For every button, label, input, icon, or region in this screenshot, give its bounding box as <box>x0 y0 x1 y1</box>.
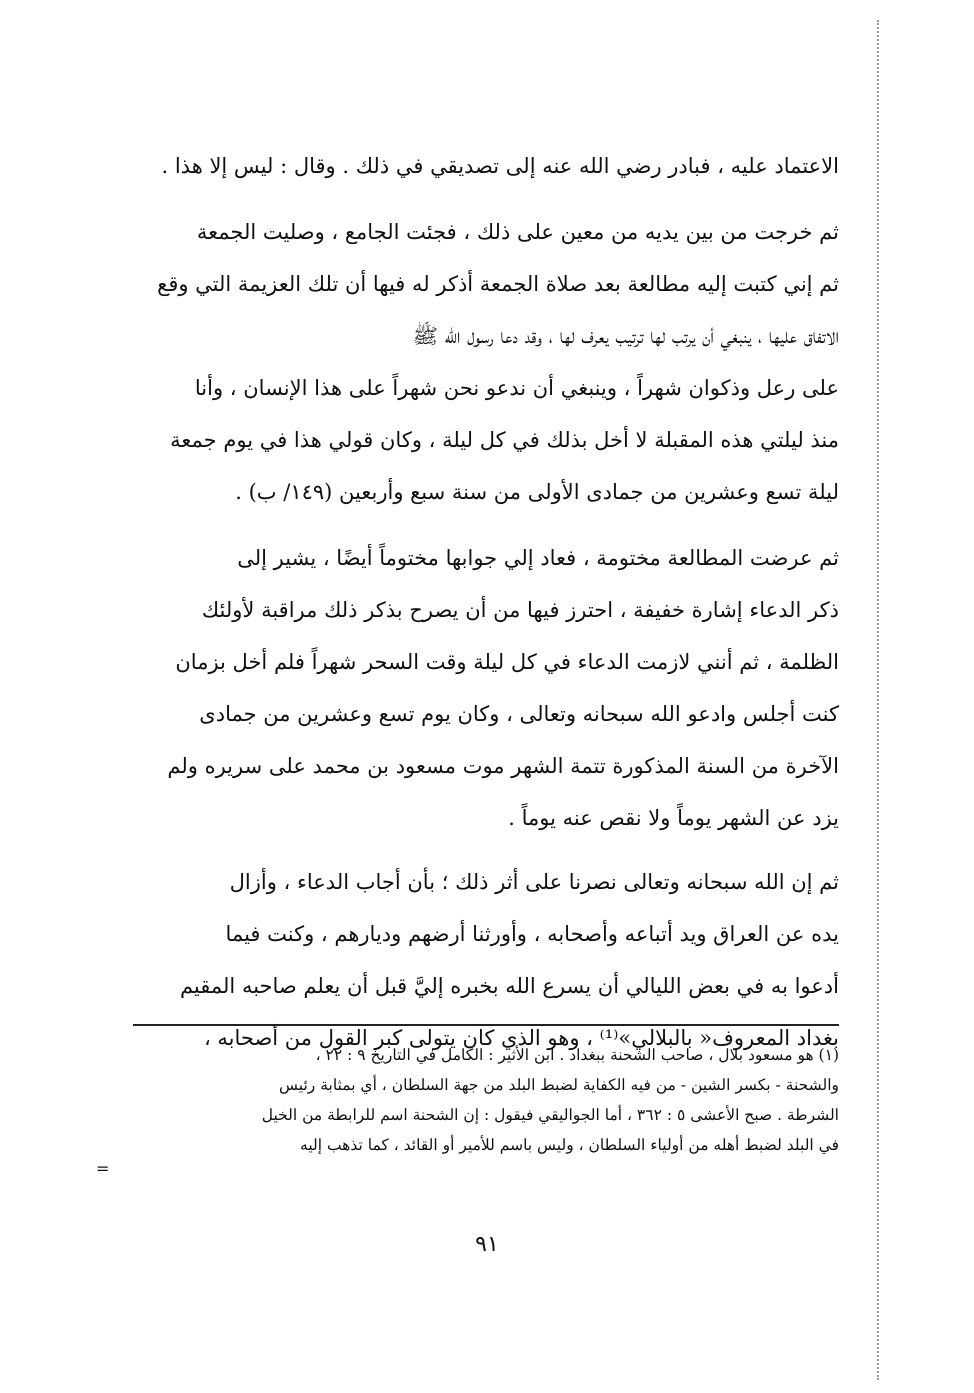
body-line: على رعل وذكوان شهراً ، وينبغي أن ندعو نحن شهراً على هذا الإنسان ، وأنا <box>194 376 839 400</box>
page-number: ٩١ <box>475 1232 499 1257</box>
body-line: ثم إن الله سبحانه وتعالى نصرنا على أثر ذلك ؛ بأن أجاب الدعاء ، وأزال <box>229 870 839 894</box>
body-line: ثم عرضت المطالعة مختومة ، فعاد إلي جوابها مختوماً أيضًا ، يشير إلى <box>237 546 839 570</box>
body-line: يده عن العراق ويد أتباعه وأصحابه ، وأورثنا أرضهم وديارهم ، وكنت فيما <box>225 922 839 946</box>
body-line: الاتفاق عليها ، ينبغي أن يرتب لها ترتيب يعرف لها ، وقد دعا رسول الله ﷺ <box>412 324 839 348</box>
body-line: الآخرة من السنة المذكورة تتمة الشهر موت مسعود بن محمد على سريره ولم <box>167 754 839 778</box>
body-line: ليلة تسع وعشرين من جمادى الأولى من سنة سبع وأربعين (١٤٩/ ب) . <box>235 480 839 504</box>
body-line: بغداد المعروف« بالبلالي»⁽¹⁾ ، وهو الذي كان يتولى كبر القول من أصحابه ، <box>203 1026 839 1050</box>
footnote-line: (١) هو مسعود بلال ، صاحب الشحنة ببغداد . ابن الأثير : الكامل في التاريخ ٩ : ٢٢ ، <box>315 1046 839 1064</box>
body-line: يزد عن الشهر يوماً ولا نقص عنه يوماً . <box>508 806 839 830</box>
body-line: الاعتماد عليه ، فبادر رضي الله عنه إلى تصديقي في ذلك . وقال : ليس إلا هذا . <box>161 154 839 178</box>
page-edge-dots <box>877 20 879 1380</box>
footnote-line: والشحنة - بكسر الشين - من فيه الكفاية لضبط البلد من جهة السلطان ، أي بمثابة رئيس <box>279 1076 839 1094</box>
footnote-line: في البلد لضبط أهله من أولياء السلطان ، وليس باسم للأمير أو القائد ، كما تذهب إليه <box>300 1136 839 1154</box>
body-line: ذكر الدعاء إشارة خفيفة ، احترز فيها من أن يصرح بذكر ذلك مراقبة لأولئك <box>201 598 839 622</box>
footnote-continuation-mark: = <box>96 1159 110 1178</box>
body-line: أدعوا به في بعض الليالي أن يسرع الله بخبره إليَّ قبل أن يعلم صاحبه المقيم <box>179 974 839 998</box>
body-line: كنت أجلس وادعو الله سبحانه وتعالى ، وكان يوم تسع وعشرين من جمادى <box>199 702 839 726</box>
footnote-separator <box>133 1024 839 1026</box>
body-line: منذ ليلتي هذه المقبلة لا أخل بذلك في كل ليلة ، وكان قولي هذا في يوم جمعة <box>170 428 839 452</box>
body-line: الظلمة ، ثم أنني لازمت الدعاء في كل ليلة وقت السحر شهراً فلم أخل بزمان <box>175 650 839 674</box>
body-line: ثم خرجت من بين يديه من معين على ذلك ، فجئت الجامع ، وصليت الجمعة <box>196 220 839 244</box>
body-line: ثم إني كتبت إليه مطالعة بعد صلاة الجمعة أذكر له فيها أن تلك العزيمة التي وقع <box>157 272 839 296</box>
footnote-line: الشرطة . صبح الأعشى ٥ : ٣٦٢ ، أما الجواليقي فيقول : إن الشحنة اسم للرابطة من الخيل <box>261 1106 839 1124</box>
